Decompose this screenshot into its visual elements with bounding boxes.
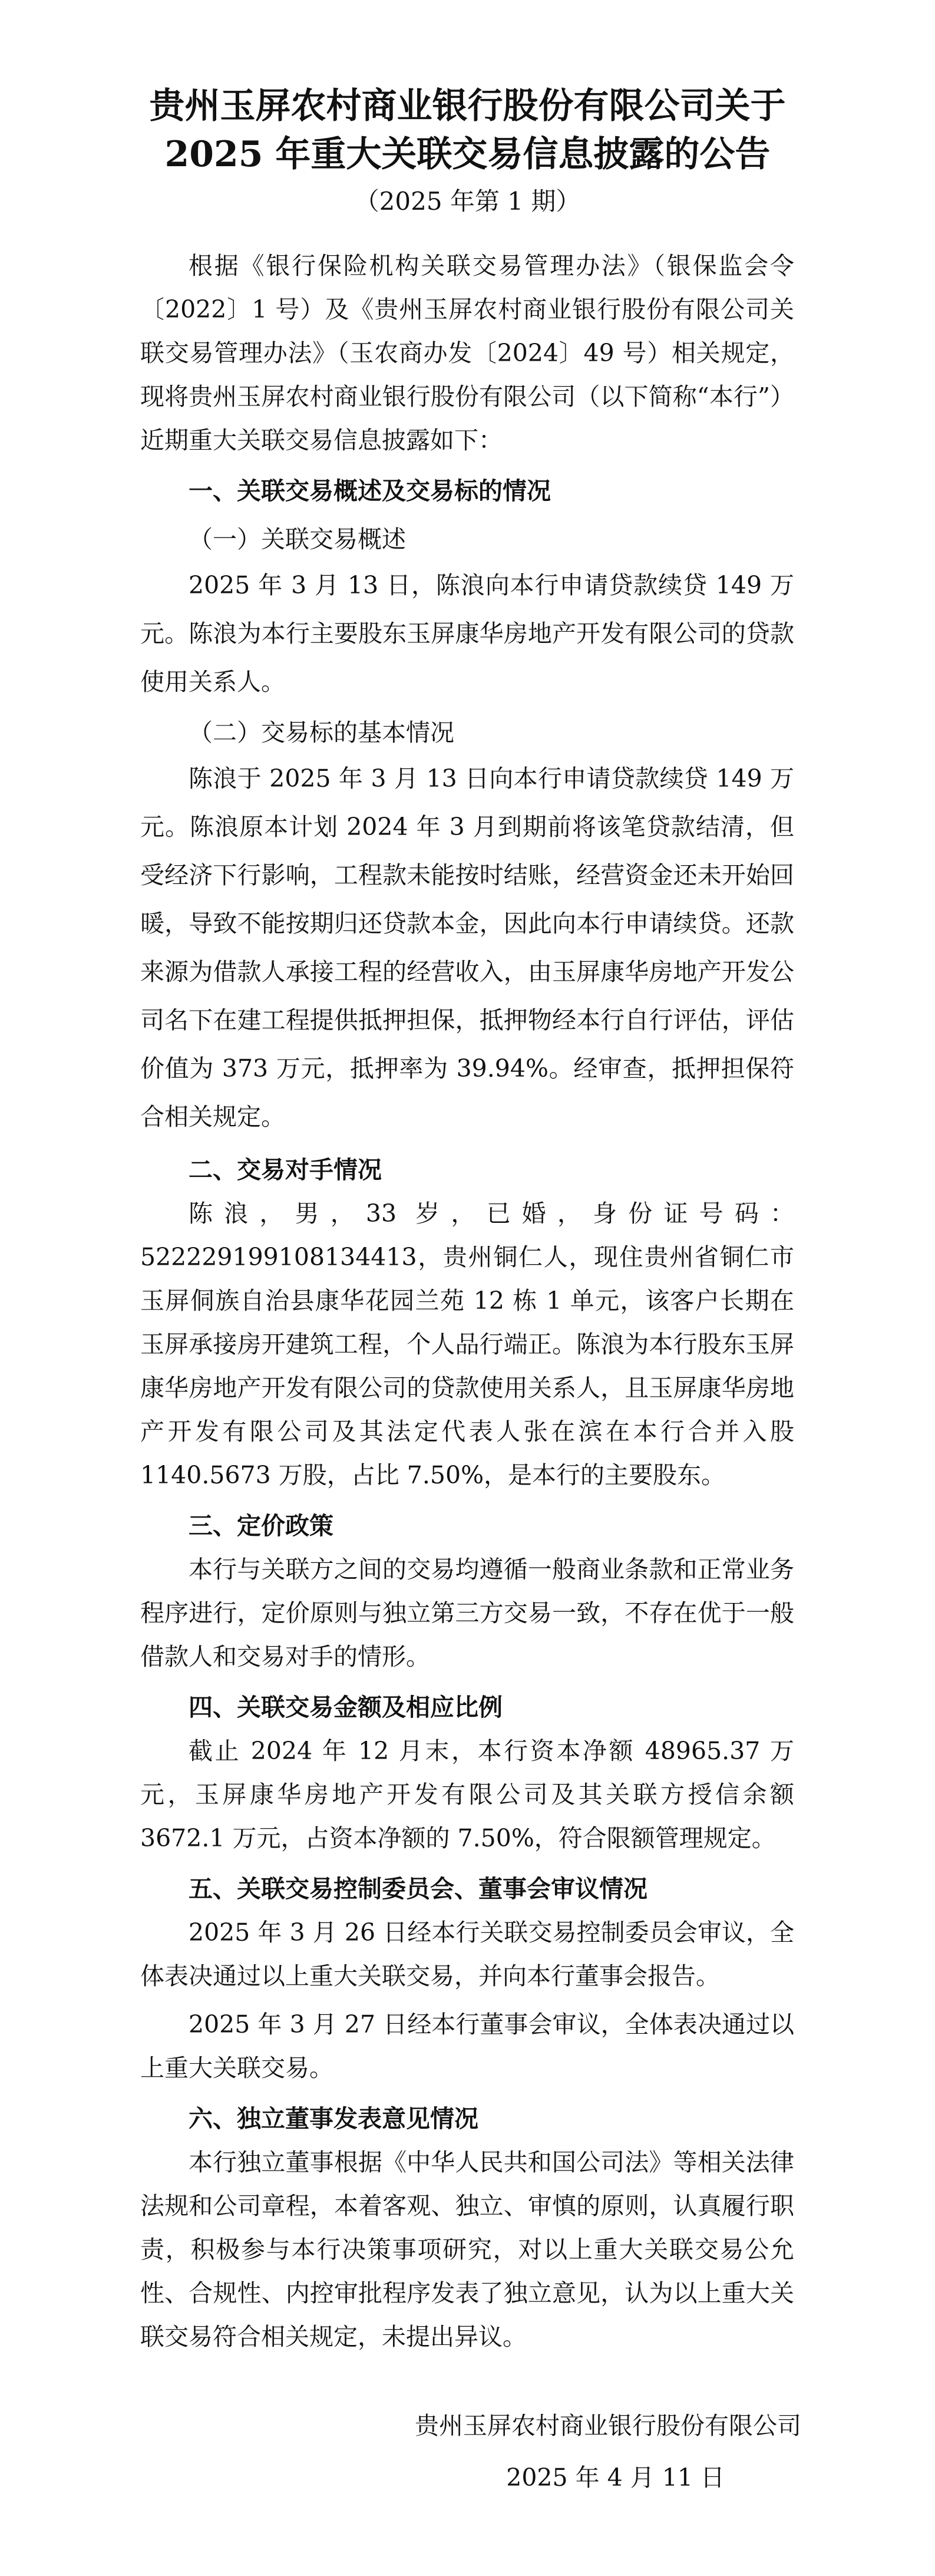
signature-date: 2025 年 4 月 11 日 xyxy=(506,2463,725,2492)
section-1-sub-1-text: 2025 年 3 月 13 日，陈浪向本行申请贷款续贷 149 万元。陈浪为本行主要股东玉屏康华房地产开发有限公司的贷款使用关系人。 xyxy=(140,571,794,696)
section-3-heading: 三、定价政策 xyxy=(189,1512,333,1540)
section-4-text: 截止 2024 年 12 月末，本行资本净额 48965.37 万元，玉屏康华房地产开发有限公司及其关联方授信余额 3672.1 万元，占资本净额的 7.50%，符合限额管理规定。 xyxy=(140,1737,794,1852)
title-line-2: 2025 年重大关联交易信息披露的公告 xyxy=(164,134,771,175)
section-6-heading: 六、独立董事发表意见情况 xyxy=(189,2105,478,2133)
section-1-heading: 一、关联交易概述及交易标的情况 xyxy=(189,477,551,505)
section-5-text-2: 2025 年 3 月 27 日经本行董事会审议，全体表决通过以上重大关联交易。 xyxy=(140,2010,794,2082)
announcement-body xyxy=(140,244,794,2359)
section-2-heading: 二、交易对手情况 xyxy=(189,1156,382,1184)
section-1-sub-1-heading: （一）关联交易概述 xyxy=(189,525,406,553)
issue-number: （2025 年第 1 期） xyxy=(354,187,581,216)
section-6-text: 本行独立董事根据《中华人民共和国公司法》等相关法律法规和公司章程，本着客观、独立、审慎的原则，认真履行职责，积极参与本行决策事项研究，对以上重大关联交易公允性、合规性、内控审批程序发表了独立意见，认为以上重大关联交易符合相关规定，未提出异议。 xyxy=(140,2148,794,2351)
section-2-text: 陈浪，男，33 岁，已婚，身份证号码：522229199108134413，贵州铜仁人，现住贵州省铜仁市玉屏侗族自治县康华花园兰苑 12 栋 1 单元，该客户长期在玉屏承接房开建筑工程，个人品行端正。陈浪为本行股东玉屏康华房地产开发有限公司的贷款使用关系人，且玉屏康华房地产开发有限公司及其法定代表人张在滨在本行合并入股 1140.5673 万股，占比 7.50%，是本行的主要股东。 xyxy=(140,1199,794,1489)
section-5-heading: 五、关联交易控制委员会、董事会审议情况 xyxy=(189,1875,647,1903)
signature-company: 贵州玉屏农村商业银行股份有限公司 xyxy=(415,2412,801,2440)
section-5-text-1: 2025 年 3 月 26 日经本行关联交易控制委员会审议，全体表决通过以上重大关联交易，并向本行董事会报告。 xyxy=(140,1918,794,1990)
section-4-heading: 四、关联交易金额及相应比例 xyxy=(189,1693,503,1721)
title-line-1: 贵州玉屏农村商业银行股份有限公司关于 xyxy=(149,85,786,127)
section-1-sub-2-text: 陈浪于 2025 年 3 月 13 日向本行申请贷款续贷 149 万元。陈浪原本计划 2024 年 3 月到期前将该笔贷款结清，但受经济下行影响，工程款未能按时结账，经营资金还未开始回暖，导致不能按期归还贷款本金，因此向本行申请续贷。还款来源为借款人承接工程的经营收入，由玉屏康华房地产开发公司名下在建工程提供抵押担保，抵押物经本行自行评估，评估价值为 373 万元，抵押率为 39.94%。经审查，抵押担保符合相关规定。 xyxy=(140,764,794,1131)
section-1-sub-2-heading: （二）交易标的基本情况 xyxy=(189,718,454,747)
intro-paragraph: 根据《银行保险机构关联交易管理办法》（银保监会令〔2022〕1 号）及《贵州玉屏农村商业银行股份有限公司关联交易管理办法》（玉农商办发〔2024〕49 号）相关规定，现将贵州玉屏农村商业银行股份有限公司（以下简称“本行”）近期重大关联交易信息披露如下： xyxy=(140,252,794,454)
section-3-text: 本行与关联方之间的交易均遵循一般商业条款和正常业务程序进行，定价原则与独立第三方交易一致，不存在优于一般借款人和交易对手的情形。 xyxy=(140,1555,794,1671)
